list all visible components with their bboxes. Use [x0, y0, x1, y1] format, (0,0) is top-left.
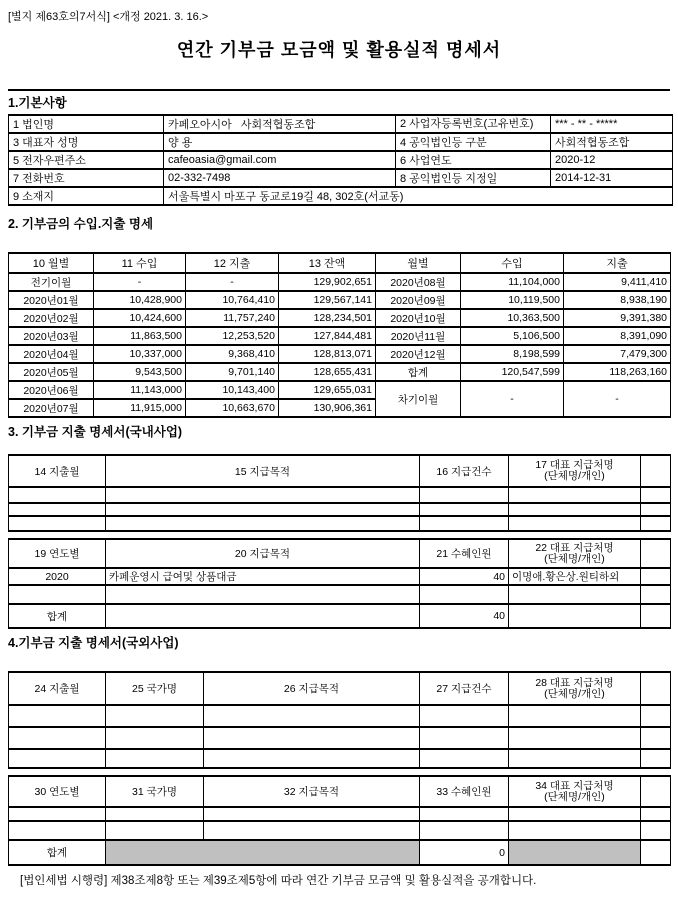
empty-cell	[509, 727, 641, 749]
field-value-address: 서울특별시 마포구 동교로19길 48, 302호(서교동)	[164, 187, 673, 205]
table-header-row	[9, 672, 671, 705]
empty-cell	[106, 705, 204, 727]
month-cell: 2020년03월	[9, 327, 94, 345]
shaded-cell	[106, 840, 420, 865]
month-cell: 2020년01월	[9, 291, 94, 309]
income-cell: 11,104,000	[461, 273, 564, 291]
col-header-payee-line1: 22 대표 지급처명	[535, 541, 614, 554]
empty-cell	[420, 727, 509, 749]
month-cell: 2020년10월	[376, 309, 461, 327]
empty-header-cell	[641, 455, 671, 487]
income-cell: 11,143,000	[94, 381, 186, 399]
field-label-phone: 7 전화번호	[9, 169, 164, 187]
total-label-cell: 합계	[9, 840, 106, 865]
empty-cell	[641, 705, 671, 727]
empty-cell	[641, 749, 671, 768]
empty-cell	[420, 487, 509, 503]
carryover-income-cell: -	[461, 381, 564, 417]
empty-cell	[204, 705, 420, 727]
col-header-expense: 12 지출	[186, 253, 279, 273]
month-cell: 2020년02월	[9, 309, 94, 327]
balance-cell: 130,906,361	[279, 399, 376, 417]
empty-cell	[9, 487, 106, 503]
month-cell: 전기이월	[9, 273, 94, 291]
field-value-org-type: 사회적협동조합	[551, 133, 673, 151]
empty-cell	[641, 516, 671, 531]
field-label-business-number: 2 사업자등록번호(고유번호)	[396, 115, 551, 133]
empty-header-cell	[641, 776, 671, 807]
empty-cell	[9, 705, 106, 727]
table-row	[9, 749, 671, 768]
balance-cell: 127,844,481	[279, 327, 376, 345]
total-income-cell: 120,547,599	[461, 363, 564, 381]
empty-cell	[106, 487, 420, 503]
section1-heading: 1.기본사항	[8, 89, 670, 111]
table-row	[9, 807, 671, 821]
field-label-representative: 3 대표자 성명	[9, 133, 164, 151]
table-row	[9, 169, 673, 187]
field-label-org-type: 4 공익법인등 구분	[396, 133, 551, 151]
table-row	[9, 727, 671, 749]
empty-cell	[641, 604, 671, 628]
col-header-payee-line1: 28 대표 지급처명	[535, 676, 614, 689]
expense-cell: 10,663,670	[186, 399, 279, 417]
month-cell: 2020년06월	[9, 381, 94, 399]
income-cell: 10,363,500	[461, 309, 564, 327]
month-cell: 2020년07월	[9, 399, 94, 417]
col-header-beneficiaries: 21 수혜인원	[420, 539, 509, 568]
table-header-row	[9, 776, 671, 807]
col-header-payee-line1: 34 대표 지급처명	[535, 779, 614, 792]
table-row	[9, 705, 671, 727]
col-header-payee-line2: (단체명/개인)	[544, 790, 605, 803]
table-row	[9, 821, 671, 840]
balance-cell: 128,813,071	[279, 345, 376, 363]
balance-cell: 129,567,141	[279, 291, 376, 309]
income-cell: 11,863,500	[94, 327, 186, 345]
empty-cell	[509, 585, 641, 604]
total-row	[9, 604, 671, 628]
expense-cell: 9,368,410	[186, 345, 279, 363]
empty-cell	[509, 749, 641, 768]
income-cell: 5,106,500	[461, 327, 564, 345]
section4-heading: 4.기부금 지출 명세서(국외사업)	[8, 636, 179, 650]
month-cell: 2020년11월	[376, 327, 461, 345]
income-cell: 10,424,600	[94, 309, 186, 327]
empty-cell	[9, 821, 106, 840]
field-value-business-number: *** - ** - *****	[551, 115, 673, 133]
col-header-payee	[509, 539, 641, 568]
empty-cell	[106, 604, 420, 628]
empty-cell	[106, 821, 204, 840]
empty-cell	[9, 807, 106, 821]
empty-cell	[641, 840, 671, 865]
carryover-label-cell: 차기이월	[376, 381, 461, 417]
income-cell: 8,198,599	[461, 345, 564, 363]
expense-cell: 10,764,410	[186, 291, 279, 309]
field-value-business-year: 2020-12	[551, 151, 673, 169]
empty-cell	[9, 503, 106, 516]
total-expense-cell: 118,263,160	[564, 363, 671, 381]
col-header-purpose: 15 지급목적	[106, 455, 420, 487]
total-row	[9, 840, 671, 865]
field-value-corp-name: 카페오아시아 사회적협동조합	[164, 115, 396, 133]
field-label-business-year: 6 사업연도	[396, 151, 551, 169]
form-code: [별지 제63호의7서식] <개정 2021. 3. 16.>	[8, 11, 209, 23]
empty-cell	[204, 807, 420, 821]
empty-cell	[420, 503, 509, 516]
col-header-payment-count: 27 지급건수	[420, 672, 509, 705]
year-cell: 2020	[9, 568, 106, 585]
empty-cell	[9, 516, 106, 531]
month-cell: 2020년09월	[376, 291, 461, 309]
empty-cell	[9, 727, 106, 749]
col-header-purpose: 20 지급목적	[106, 539, 420, 568]
empty-header-cell	[641, 539, 671, 568]
empty-cell	[420, 807, 509, 821]
col-header-payee	[509, 776, 641, 807]
col-header-payment-count: 16 지급건수	[420, 455, 509, 487]
basic-info-table	[8, 114, 673, 206]
empty-cell	[420, 749, 509, 768]
table-row	[9, 585, 671, 604]
empty-cell	[509, 516, 641, 531]
month-cell: 2020년08월	[376, 273, 461, 291]
empty-cell	[641, 503, 671, 516]
col-header-payee-line2: (단체명/개인)	[544, 552, 605, 565]
expense-cell: 10,143,400	[186, 381, 279, 399]
col-header-month: 10 월별	[9, 253, 94, 273]
col-header-expense-month: 24 지출월	[9, 672, 106, 705]
col-header-beneficiaries: 33 수혜인원	[420, 776, 509, 807]
table-row	[9, 487, 671, 503]
beneficiaries-cell: 40	[420, 568, 509, 585]
empty-cell	[641, 487, 671, 503]
col-header-country: 25 국가명	[106, 672, 204, 705]
shaded-cell	[509, 840, 641, 865]
field-label-designation-date: 8 공익법인등 지정일	[396, 169, 551, 187]
empty-cell	[509, 821, 641, 840]
table-row	[9, 187, 673, 205]
empty-cell	[420, 821, 509, 840]
expense-cell: 8,391,090	[564, 327, 671, 345]
purpose-cell: 카페운영시 급여및 상품대금	[106, 568, 420, 585]
table-header-row	[9, 455, 671, 487]
col-header-income: 11 수입	[94, 253, 186, 273]
table-row	[9, 151, 673, 169]
empty-cell	[204, 749, 420, 768]
table-row	[9, 327, 671, 345]
table-row	[9, 115, 673, 133]
table-row	[9, 503, 671, 516]
empty-header-cell	[641, 672, 671, 705]
expense-cell: 8,938,190	[564, 291, 671, 309]
field-value-designation-date: 2014-12-31	[551, 169, 673, 187]
domestic-monthly-table	[8, 454, 671, 532]
overseas-yearly-table	[8, 775, 671, 866]
table-row	[9, 309, 671, 327]
col-header-purpose: 32 지급목적	[204, 776, 420, 807]
col-header-balance: 13 잔액	[279, 253, 376, 273]
empty-cell	[9, 585, 106, 604]
empty-cell	[106, 503, 420, 516]
table-row	[9, 568, 671, 585]
col-header-expense2: 지출	[564, 253, 671, 273]
domestic-yearly-table	[8, 538, 671, 629]
empty-cell	[641, 568, 671, 585]
empty-cell	[641, 585, 671, 604]
col-header-expense-month: 14 지출월	[9, 455, 106, 487]
empty-cell	[420, 585, 509, 604]
col-header-payee-line2: (단체명/개인)	[544, 687, 605, 700]
col-header-payee-line2: (단체명/개인)	[544, 470, 605, 482]
table-row	[9, 363, 671, 381]
col-header-purpose: 26 지급목적	[204, 672, 420, 705]
empty-cell	[509, 503, 641, 516]
footer-note: [법인세법 시행령] 제38조제8항 또는 제39조제5항에 따라 연간 기부금 모금액 및 활용실적을 공개합니다.	[20, 875, 537, 887]
col-header-income2: 수입	[461, 253, 564, 273]
table-row	[9, 291, 671, 309]
field-value-representative: 양 용	[164, 133, 396, 151]
balance-cell: 128,655,431	[279, 363, 376, 381]
col-header-payee	[509, 672, 641, 705]
table-header-row	[9, 253, 671, 273]
empty-cell	[641, 727, 671, 749]
income-cell: 10,337,000	[94, 345, 186, 363]
col-header-payee-line1: 17 대표 지급처명	[535, 459, 614, 471]
empty-cell	[9, 749, 106, 768]
month-cell: 2020년05월	[9, 363, 94, 381]
income-cell: -	[94, 273, 186, 291]
field-value-email: cafeoasia@gmail.com	[164, 151, 396, 169]
table-row	[9, 381, 671, 399]
expense-cell: 12,253,520	[186, 327, 279, 345]
expense-cell: 7,479,300	[564, 345, 671, 363]
table-row	[9, 516, 671, 531]
empty-cell	[106, 516, 420, 531]
expense-cell: 9,391,380	[564, 309, 671, 327]
empty-cell	[204, 821, 420, 840]
table-header-row	[9, 539, 671, 568]
empty-cell	[106, 807, 204, 821]
total-beneficiaries-cell: 0	[420, 840, 509, 865]
total-label-cell: 합계	[376, 363, 461, 381]
table-row	[9, 273, 671, 291]
expense-cell: 9,411,410	[564, 273, 671, 291]
empty-cell	[420, 705, 509, 727]
income-cell: 10,428,900	[94, 291, 186, 309]
empty-cell	[509, 705, 641, 727]
empty-cell	[106, 727, 204, 749]
balance-cell: 129,902,651	[279, 273, 376, 291]
col-header-year: 19 연도별	[9, 539, 106, 568]
col-header-country: 31 국가명	[106, 776, 204, 807]
income-expense-table	[8, 252, 671, 418]
empty-cell	[106, 585, 420, 604]
month-cell: 2020년04월	[9, 345, 94, 363]
total-label-cell: 합계	[9, 604, 106, 628]
expense-cell: 9,701,140	[186, 363, 279, 381]
empty-cell	[204, 727, 420, 749]
balance-cell: 129,655,031	[279, 381, 376, 399]
empty-cell	[509, 487, 641, 503]
field-label-address: 9 소재지	[9, 187, 164, 205]
field-label-email: 5 전자우편주소	[9, 151, 164, 169]
col-header-year: 30 연도별	[9, 776, 106, 807]
field-value-phone: 02-332-7498	[164, 169, 396, 187]
total-beneficiaries-cell: 40	[420, 604, 509, 628]
section2-heading: 2. 기부금의 수입.지출 명세	[8, 217, 154, 231]
col-header-payee	[509, 455, 641, 487]
page-title: 연간 기부금 모금액 및 활용실적 명세서	[176, 40, 502, 60]
expense-cell: -	[186, 273, 279, 291]
empty-cell	[641, 807, 671, 821]
empty-cell	[641, 821, 671, 840]
income-cell: 9,543,500	[94, 363, 186, 381]
empty-cell	[106, 749, 204, 768]
table-row	[9, 345, 671, 363]
empty-cell	[509, 807, 641, 821]
overseas-monthly-table	[8, 671, 671, 769]
carryover-expense-cell: -	[564, 381, 671, 417]
empty-cell	[509, 604, 641, 628]
month-cell: 2020년12월	[376, 345, 461, 363]
empty-cell	[420, 516, 509, 531]
section3-heading: 3. 기부금 지출 명세서(국내사업)	[8, 425, 183, 439]
payee-cell: 이명애.황은상.원티하외	[509, 568, 641, 585]
field-label-corp-name: 1 법인명	[9, 115, 164, 133]
income-cell: 10,119,500	[461, 291, 564, 309]
col-header-month2: 월별	[376, 253, 461, 273]
balance-cell: 128,234,501	[279, 309, 376, 327]
table-row	[9, 133, 673, 151]
income-cell: 11,915,000	[94, 399, 186, 417]
expense-cell: 11,757,240	[186, 309, 279, 327]
